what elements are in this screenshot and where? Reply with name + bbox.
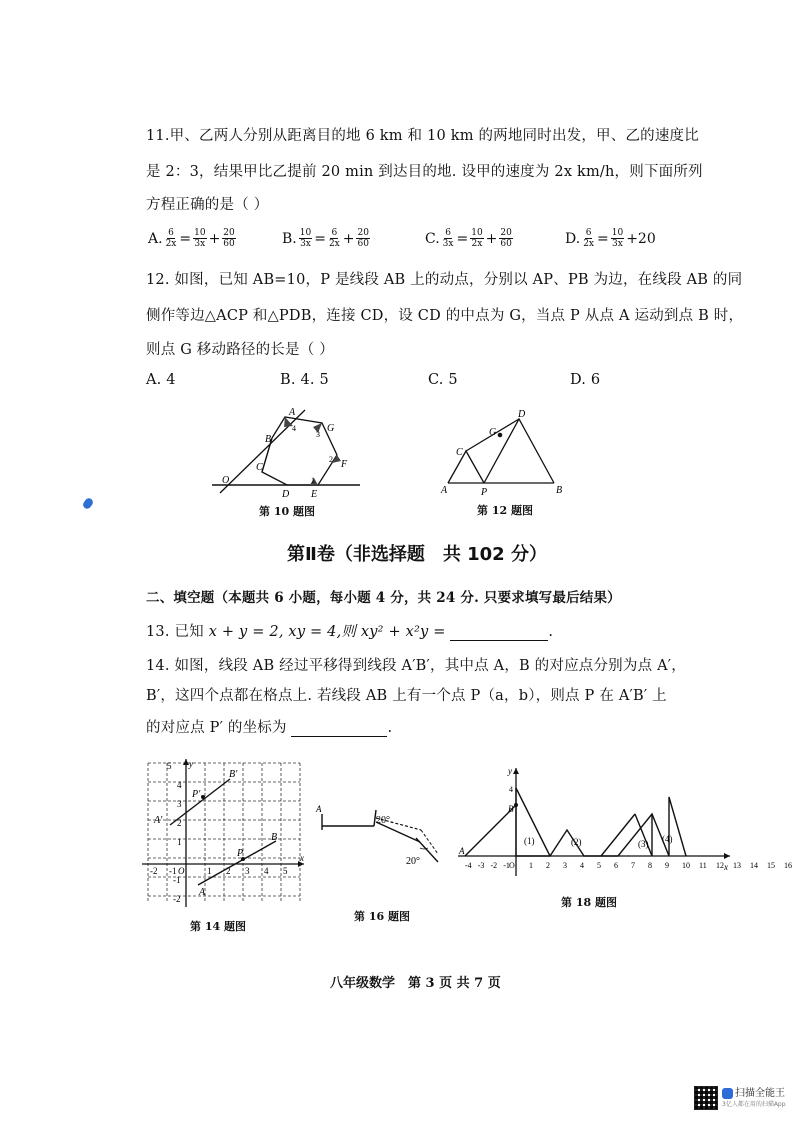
lhs-fraction-numerator: 6 (585, 228, 592, 238)
fig14-label-b-prime: B′ (229, 769, 238, 780)
figure-16 (316, 800, 446, 875)
fig18-label-b: B (508, 804, 514, 814)
lhs-fraction (442, 228, 455, 249)
fig10-angle-3: 3 (316, 430, 320, 439)
plus-sign: + (208, 230, 221, 247)
rhs-fraction-2-numerator: 20 (500, 228, 512, 238)
fig16-angle-bottom: 20° (406, 856, 420, 867)
fig14-caption: 第 14 题图 (190, 920, 246, 933)
rhs-fraction (328, 228, 341, 249)
fig18-x-tick: 13 (733, 861, 741, 870)
q12-line-2: 侧作等边△ACP 和△PDB，连接 CD，设 CD 的中点为 G，当点 P 从点 A 运动到点 B 时， (146, 308, 744, 324)
fig10-label-b: B (265, 434, 272, 445)
rhs-fraction-denominator: 2x (328, 239, 340, 249)
fig18-x-tick: 1 (529, 861, 533, 870)
fig18-y-4: 4 (509, 785, 513, 794)
lhs-fraction (299, 228, 312, 249)
fig18-x-tick: 2 (546, 861, 550, 870)
q11-line-1: 11.甲、乙两人分别从距离目的地 6 km 和 10 km 的两地同时出发，甲、乙的速度比 (146, 128, 699, 144)
fig18-x-tick: 15 (767, 861, 775, 870)
equals-sign: = (314, 230, 326, 247)
rhs-fraction-numerator: 10 (611, 228, 624, 238)
equals-sign: = (456, 230, 469, 247)
figure-18 (454, 760, 792, 882)
plus-sign: + (342, 230, 355, 247)
fig18-x-tick: -4 (465, 861, 472, 870)
rhs-fraction-2-denominator: 60 (223, 239, 235, 249)
rhs-fraction-denominator: 3x (612, 239, 623, 249)
fig14-x-3: 3 (245, 866, 250, 876)
qr-code-icon (694, 1086, 718, 1110)
q12-option-b: B. 4. 5 (280, 372, 329, 388)
rhs-fraction (470, 228, 483, 249)
rhs-fraction-numerator: 6 (331, 228, 338, 238)
q14-answer-blank[interactable] (291, 722, 387, 737)
fig18-axis-x: x (724, 862, 728, 872)
figure-10 (210, 405, 370, 500)
rhs-fraction-numerator: 10 (194, 228, 206, 238)
lhs-fraction-numerator: 6 (445, 228, 451, 238)
fig10-angle-2: 2 (329, 455, 333, 464)
fig18-x-tick: -2 (490, 861, 498, 870)
rhs-fraction-2 (356, 228, 369, 249)
fig14-x-2: 2 (226, 866, 231, 876)
rhs-fraction-2-numerator: 20 (357, 228, 369, 238)
fig18-x-tick: 7 (631, 861, 635, 870)
fig14-label-b: B (271, 832, 278, 843)
option-label: A. (148, 230, 163, 247)
fig12-label-g: G (489, 427, 497, 438)
q14-line-3 (146, 716, 392, 737)
rhs-fraction-denominator: 3x (194, 239, 206, 249)
rhs-fraction-2 (499, 228, 512, 249)
fig14-y-5: 5 (167, 761, 172, 771)
fig16-point-a: A (316, 804, 322, 814)
fig14-y-neg2: -2 (173, 894, 181, 904)
plus-sign: + (485, 230, 498, 247)
fig18-x-tick: 16 (784, 861, 792, 870)
fig12-caption: 第 12 题图 (477, 504, 533, 517)
fig14-x-neg1: -1 (169, 866, 177, 876)
lhs-fraction (165, 228, 178, 249)
fig18-x-tick: 5 (597, 861, 601, 870)
lhs-fraction-denominator: 3x (300, 239, 311, 249)
fig10-label-g: G (327, 423, 335, 434)
rhs-fraction-2 (222, 228, 235, 249)
lhs-fraction-numerator: 10 (299, 228, 312, 238)
option-label: D. (565, 230, 581, 247)
rhs-fraction-2-denominator: 60 (500, 239, 512, 249)
fig10-caption: 第 10 题图 (259, 505, 315, 518)
fig18-x-tick: O (509, 861, 515, 870)
fig18-x-tick: 6 (614, 861, 618, 870)
q14-line-1: 14. 如图，线段 AB 经过平移得到线段 A′B′，其中点 A，B 的对应点分别为点 A′， (146, 658, 686, 674)
q14-line-3-prefix: 的对应点 P′ 的坐标为 (146, 720, 287, 736)
fig14-y-3: 3 (177, 799, 182, 809)
fig18-x-tick: 12 (716, 861, 724, 870)
fig18-region-1: (1) (524, 836, 535, 846)
fig14-label-p: P (237, 848, 244, 859)
option-label: C. (425, 230, 440, 247)
fig12-label-p: P (481, 487, 488, 498)
fig12-label-c: C (456, 447, 463, 458)
lhs-fraction (582, 228, 595, 249)
rhs-fraction-numerator: 10 (471, 228, 483, 238)
fig14-label-p-prime: P′ (192, 789, 201, 800)
scanner-watermark (694, 1085, 790, 1111)
q12-option-c: C. 5 (428, 372, 458, 388)
rhs-fraction (611, 228, 624, 249)
fig10-label-a: A (289, 407, 296, 418)
fig10-angle-1: 1 (311, 476, 315, 485)
rhs-fraction-2-numerator: 20 (223, 228, 235, 238)
fig18-axis-y: y (508, 766, 512, 776)
fig14-x-neg2: -2 (150, 866, 158, 876)
fig18-x-tick: 3 (563, 861, 567, 870)
fig18-x-tick: 9 (665, 861, 669, 870)
fig18-x-tick: 8 (648, 861, 652, 870)
scanner-logo-name: 扫描全能王 (735, 1088, 785, 1099)
fig14-label-a-prime: A′ (154, 815, 163, 826)
fig18-x-tick: 14 (750, 861, 758, 870)
q12-option-a: A. 4 (146, 372, 176, 388)
rhs-fraction (193, 228, 206, 249)
fig10-label-c: C (256, 462, 263, 473)
fig16-caption: 第 16 题图 (354, 910, 410, 923)
fig14-y-4: 4 (177, 780, 182, 790)
fig14-x-1: 1 (207, 866, 212, 876)
q13 (146, 620, 553, 641)
fig18-region-4: (4) (662, 834, 673, 844)
lhs-fraction-denominator: 2x (165, 239, 177, 249)
q12-line-3: 则点 G 移动路径的长是（ ） (146, 342, 334, 358)
page-footer: 八年级数学 第 3 页 共 7 页 (330, 976, 501, 991)
fig14-y-1: 1 (177, 837, 182, 847)
section-2-title: 第Ⅱ卷（非选择题 共 102 分） (287, 544, 547, 565)
fig18-x-tick: 4 (580, 861, 584, 870)
fig16-angle-top: 20° (376, 815, 390, 826)
lhs-fraction-numerator: 6 (168, 228, 174, 238)
q14-line-3-suffix: . (387, 720, 393, 736)
fig18-x-tick: -3 (477, 861, 485, 870)
q11-line-2: 是 2：3，结果甲比乙提前 20 min 到达目的地. 设甲的速度为 2x km/h，则下面所列 (146, 164, 703, 180)
q11-option-c (425, 228, 514, 249)
camscanner-logo-icon (722, 1088, 733, 1099)
fig18-label-a: A (459, 846, 465, 856)
fig18-region-2: (2) (571, 837, 582, 847)
q11-option-a (148, 228, 237, 249)
fig18-caption: 第 18 题图 (561, 896, 617, 909)
fig14-x-4: 4 (264, 866, 269, 876)
q14-line-2: B′，这四个点都在格点上. 若线段 AB 上有一个点 P（a，b），则点 P 在 A′B′ 上 (146, 688, 667, 704)
q13-suffix: . (548, 624, 554, 640)
q12-line-1: 12. 如图，已知 AB=10，P 是线段 AB 上的动点，分别以 AP、PB 为边，在线段 AB 的同 (146, 272, 743, 288)
q11-line-3: 方程正确的是（ ） (146, 197, 269, 213)
fig18-x-tick: 11 (699, 861, 707, 870)
fig10-angle-4: 4 (292, 424, 296, 433)
fig14-axis-y: y (189, 759, 193, 769)
rhs-fraction-denominator: 2x (471, 239, 483, 249)
figure-14 (140, 757, 310, 915)
equals-sign: = (179, 230, 192, 247)
option-label: B. (282, 230, 297, 247)
scanner-logo-sub: 3亿人都在用的扫描App (722, 1101, 786, 1108)
q11-option-d (565, 228, 656, 249)
fig18-region-3: (3) (638, 839, 649, 849)
fig10-label-e: E (311, 489, 318, 500)
fig10-label-o: O (222, 475, 230, 486)
fig14-y-2: 2 (177, 818, 182, 828)
lhs-fraction-denominator: 3x (442, 239, 454, 249)
figure-12 (436, 405, 571, 497)
q13-answer-blank[interactable] (450, 626, 548, 641)
fig14-label-a: A (199, 887, 206, 898)
rhs-fraction-2-denominator: 60 (357, 239, 369, 249)
fig18-x-tick: -1 (503, 861, 510, 870)
q13-expression: x + y = 2, xy = 4,则 xy² + x²y = (208, 624, 446, 640)
ink-mark (82, 497, 95, 511)
fig14-x-5: 5 (283, 866, 288, 876)
fig12-label-d: D (518, 409, 526, 420)
q11-option-b (282, 228, 371, 249)
fig12-label-b: B (556, 485, 563, 496)
rhs-tail: +20 (626, 230, 656, 247)
fig14-y-neg1: -1 (173, 875, 181, 885)
fig18-x-tick: 10 (682, 861, 690, 870)
equals-sign: = (597, 230, 609, 247)
part-2-heading: 二、填空题（本题共 6 小题，每小题 4 分，共 24 分. 只要求填写最后结果） (146, 590, 621, 606)
fig12-label-a: A (441, 485, 448, 496)
fig10-label-f: F (341, 459, 348, 470)
lhs-fraction-denominator: 2x (583, 239, 594, 249)
fig14-axis-x: x (300, 853, 304, 863)
q13-prefix: 13. 已知 (146, 624, 204, 640)
fig10-label-d: D (282, 489, 290, 500)
fig14-origin: O (178, 866, 185, 876)
q12-option-d: D. 6 (570, 372, 601, 388)
